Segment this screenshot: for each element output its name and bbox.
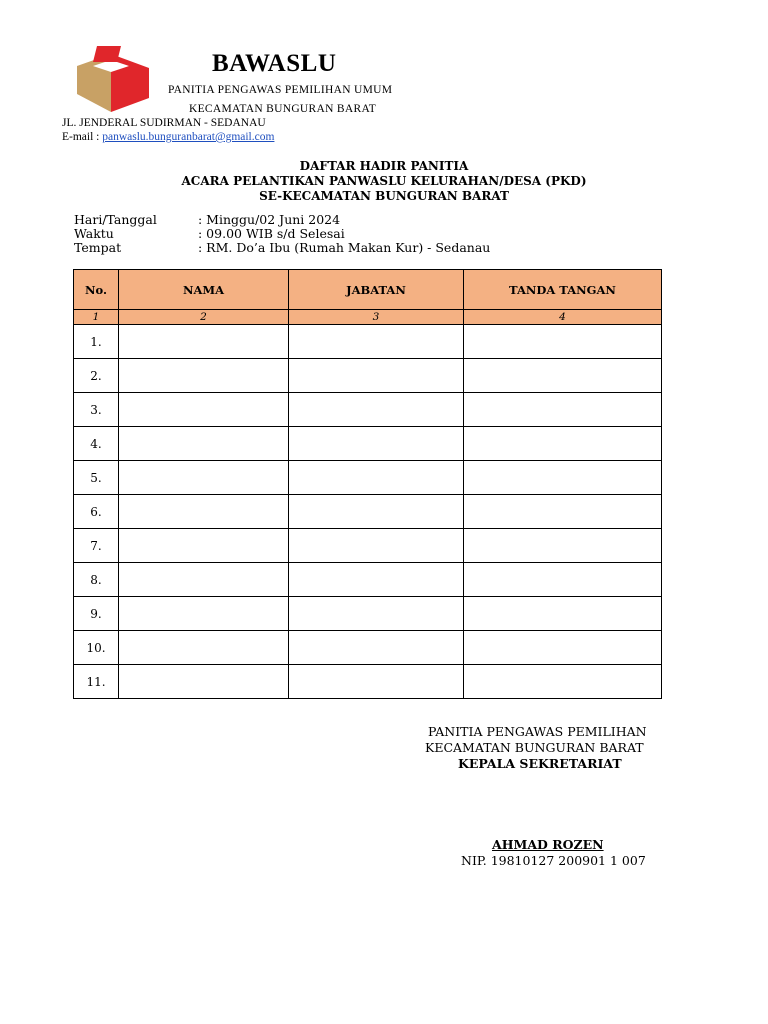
row-number: 8. [74,563,119,597]
row-number: 9. [74,597,119,631]
cell-tanda-tangan[interactable] [464,495,662,529]
column-number: 4 [464,310,662,325]
cell-nama[interactable] [119,495,289,529]
row-number: 4. [74,427,119,461]
table-row [74,325,662,359]
column-number: 2 [119,310,289,325]
table-row [74,359,662,393]
cell-tanda-tangan[interactable] [464,461,662,495]
table-row [74,529,662,563]
info-row-place [74,241,490,255]
cell-jabatan[interactable] [289,631,464,665]
column-number: 1 [74,310,119,325]
header-tanda-tangan: TANDA TANGAN [464,270,662,310]
table-row [74,631,662,665]
cell-jabatan[interactable] [289,461,464,495]
cell-tanda-tangan[interactable] [464,325,662,359]
cell-jabatan[interactable] [289,665,464,699]
signature-org-line-1: PANITIA PENGAWAS PEMILIHAN [428,724,647,739]
signature-org-line-2: KECAMATAN BUNGURAN BARAT [425,740,644,755]
signatory-name: AHMAD ROZEN [492,837,604,852]
table-header-row [74,270,662,310]
event-info [74,213,490,255]
org-subtitle-1: PANITIA PENGAWAS PEMILIHAN UMUM [168,84,393,96]
cell-nama[interactable] [119,665,289,699]
info-label: Waktu [74,226,114,241]
info-value: : RM. Do’a Ibu (Rumah Makan Kur) - Sedanau [198,240,491,255]
email-label: E-mail : [62,131,103,143]
row-number: 1. [74,325,119,359]
cell-jabatan[interactable] [289,427,464,461]
email-row [62,131,274,143]
cell-nama[interactable] [119,427,289,461]
cell-tanda-tangan[interactable] [464,427,662,461]
table-row [74,563,662,597]
cell-jabatan[interactable] [289,529,464,563]
cell-nama[interactable] [119,461,289,495]
cell-jabatan[interactable] [289,393,464,427]
cell-jabatan[interactable] [289,325,464,359]
row-number: 10. [74,631,119,665]
cell-tanda-tangan[interactable] [464,631,662,665]
cell-tanda-tangan[interactable] [464,665,662,699]
cell-tanda-tangan[interactable] [464,529,662,563]
org-subtitle-2: KECAMATAN BUNGURAN BARAT [189,103,377,115]
table-row [74,665,662,699]
table-row [74,393,662,427]
signature-position: KEPALA SEKRETARIAT [458,756,622,771]
row-number: 5. [74,461,119,495]
cell-nama[interactable] [119,597,289,631]
cell-nama[interactable] [119,325,289,359]
table-row [74,461,662,495]
cell-nama[interactable] [119,359,289,393]
info-row-date [74,213,490,227]
document-title-1: DAFTAR HADIR PANITIA [299,159,469,173]
cell-tanda-tangan[interactable] [464,597,662,631]
email-link[interactable]: panwaslu.bunguranbarat@gmail.com [102,131,275,143]
cell-tanda-tangan[interactable] [464,393,662,427]
row-number: 2. [74,359,119,393]
table-row [74,495,662,529]
cell-tanda-tangan[interactable] [464,563,662,597]
attendance-table [73,269,662,699]
column-number-row [74,310,662,325]
row-number: 11. [74,665,119,699]
org-name: BAWASLU [212,50,337,77]
cell-jabatan[interactable] [289,597,464,631]
header-jabatan: JABATAN [289,270,464,310]
row-number: 6. [74,495,119,529]
cell-jabatan[interactable] [289,495,464,529]
cell-tanda-tangan[interactable] [464,359,662,393]
info-label: Hari/Tanggal [74,212,157,227]
info-value: : Minggu/02 Juni 2024 [198,212,341,227]
column-number: 3 [289,310,464,325]
document-title-3: SE-KECAMATAN BUNGURAN BARAT [259,189,509,203]
document-title-2: ACARA PELANTIKAN PANWASLU KELURAHAN/DESA (PKD) [181,174,587,188]
row-number: 3. [74,393,119,427]
cell-nama[interactable] [119,393,289,427]
org-address: JL. JENDERAL SUDIRMAN - SEDANAU [62,117,266,129]
info-label: Tempat [74,240,122,255]
cell-nama[interactable] [119,563,289,597]
table-row [74,427,662,461]
info-row-time [74,227,490,241]
signatory-nip: NIP. 19810127 200901 1 007 [461,853,646,868]
cell-nama[interactable] [119,529,289,563]
header-nama: NAMA [119,270,289,310]
table-row [74,597,662,631]
cell-nama[interactable] [119,631,289,665]
cell-jabatan[interactable] [289,359,464,393]
cell-jabatan[interactable] [289,563,464,597]
row-number: 7. [74,529,119,563]
bawaslu-logo [71,42,151,116]
header-no: No. [74,270,119,310]
info-value: : 09.00 WIB s/d Selesai [198,226,345,241]
